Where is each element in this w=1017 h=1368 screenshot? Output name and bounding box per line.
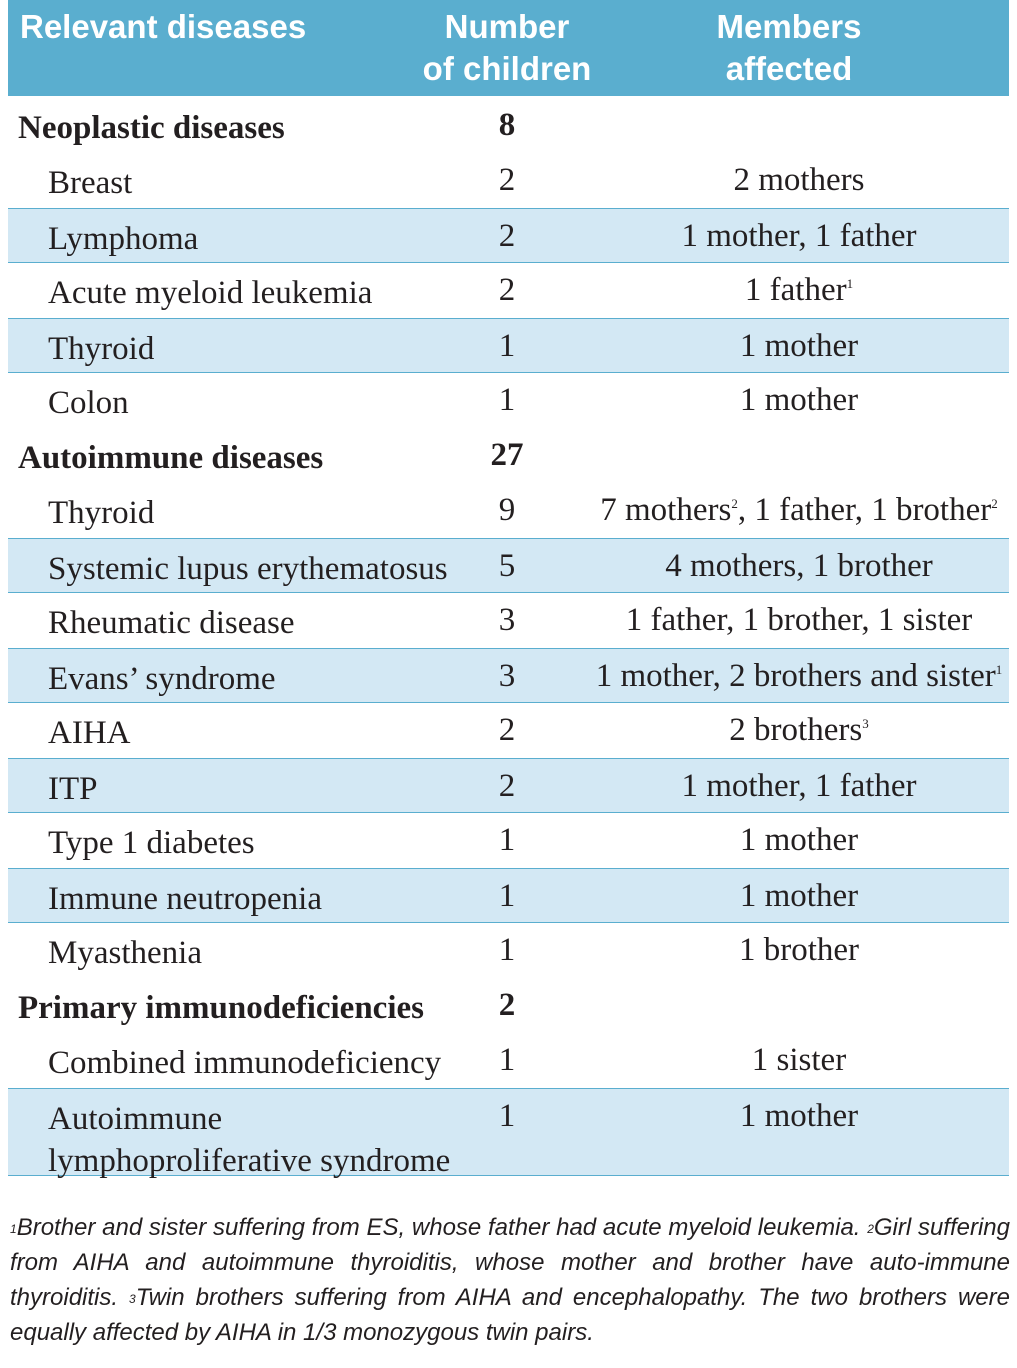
header-members-affected: Members affected (716, 8, 862, 87)
table-footnote (10, 1210, 1010, 1350)
disease-name: Myasthenia (48, 935, 202, 971)
table-row (8, 208, 1009, 263)
members-affected: 1 mother (739, 382, 859, 418)
footnote-text: Twin brothers suffering from AIHA and encephalopathy. The two brothers were equally affected by AIHA in 1/3 monozygous twin pairs. (10, 1284, 1010, 1346)
header-relevant-diseases: Relevant diseases (20, 8, 307, 45)
disease-name: Acute myeloid leukemia (48, 275, 373, 311)
disease-name: Colon (48, 385, 129, 421)
disease-name: Evans’ syndrome (48, 661, 276, 697)
footnote-ref: 1 (846, 276, 854, 291)
table-row (8, 263, 1009, 318)
table-row (8, 703, 1009, 758)
disease-name: AIHA (48, 715, 131, 751)
children-count: 1 (498, 382, 516, 418)
disease-name: Breast (48, 165, 133, 201)
table-row (8, 483, 1009, 538)
members-affected: 1 mother (739, 1098, 859, 1134)
children-count: 2 (498, 987, 516, 1023)
table-row (8, 318, 1009, 373)
category-name: Primary immunodeficiencies (18, 990, 424, 1026)
table-row (8, 593, 1009, 648)
table-row (8, 98, 1009, 153)
table-row (8, 813, 1009, 868)
table-row (8, 428, 1009, 483)
disease-name: Type 1 diabetes (48, 825, 255, 861)
members-affected: 4 mothers, 1 brother (665, 548, 933, 584)
children-count: 8 (498, 107, 516, 143)
members-affected: 2 mothers (733, 162, 865, 198)
table-row (8, 153, 1009, 208)
children-count: 1 (498, 1042, 516, 1078)
members-affected: 1 mother (739, 328, 859, 364)
members-affected: 1 mother, 1 father (681, 768, 917, 804)
footnote-ref: 2 (731, 496, 738, 511)
disease-name: Combined immunodeficiency (48, 1045, 442, 1081)
footnote-text: Girl suffering from AIHA and autoimmune thyroiditis, whose mother and brother have auto-immune thyroiditis. (10, 1214, 1010, 1311)
table-row (8, 1033, 1009, 1088)
members-affected: 2 brothers$^3$ (729, 712, 869, 748)
members-affected: 7 mothers$^2$, 1 father, 1 brother$^2$ (600, 492, 998, 528)
disease-name: Thyroid (48, 331, 155, 367)
header-number-of-children: Number of children (422, 8, 592, 87)
members-affected: 1 mother, 2 brothers and sister$^1$ (595, 658, 1003, 694)
children-count: 2 (498, 712, 516, 748)
children-count: 1 (498, 878, 516, 914)
children-count: 3 (498, 658, 516, 694)
category-name: Neoplastic diseases (18, 110, 285, 146)
table-row (8, 758, 1009, 813)
footnote-ref: 1 (995, 662, 1003, 677)
children-count: 1 (498, 1098, 516, 1134)
table-row (8, 373, 1009, 428)
disease-name: Autoimmune lymphoproliferative syndrome (48, 1101, 451, 1179)
disease-name: Lymphoma (48, 221, 199, 257)
table-row (8, 978, 1009, 1033)
children-count: 2 (498, 272, 516, 308)
table-row (8, 868, 1009, 923)
children-count: 2 (498, 218, 516, 254)
members-affected: 1 father$^1$ (744, 272, 854, 308)
footnote-ref: 3 (862, 716, 869, 731)
footnote-marker: 2 (867, 1222, 874, 1236)
category-name: Autoimmune diseases (18, 440, 324, 476)
children-count: 2 (498, 768, 516, 804)
disease-name: Rheumatic disease (48, 605, 295, 641)
children-count: 5 (498, 548, 516, 584)
footnote-marker: 1 (10, 1222, 17, 1236)
table-row (8, 648, 1009, 703)
family-history-table (8, 0, 1009, 1179)
children-count: 2 (498, 162, 516, 198)
footnote-ref: 2 (991, 496, 998, 511)
children-count: 1 (498, 328, 516, 364)
disease-name: ITP (48, 771, 98, 807)
disease-name: Systemic lupus erythematosus (48, 551, 448, 587)
table-row (8, 538, 1009, 593)
children-count: 3 (498, 602, 516, 638)
members-affected: 1 father, 1 brother, 1 sister (625, 602, 973, 638)
members-affected: 1 mother, 1 father (681, 218, 917, 254)
members-affected: 1 mother (739, 878, 859, 914)
disease-name: Immune neutropenia (48, 881, 322, 917)
footnote-marker: 3 (129, 1292, 136, 1306)
table-row (8, 923, 1009, 978)
footnote-text: Brother and sister suffering from ES, whose father had acute myeloid leukemia. (16, 1214, 868, 1241)
children-count: 27 (490, 437, 524, 473)
children-count: 9 (498, 492, 516, 528)
members-affected: 1 sister (751, 1042, 847, 1078)
members-affected: 1 brother (738, 932, 860, 968)
children-count: 1 (498, 822, 516, 858)
disease-name: Thyroid (48, 495, 155, 531)
members-affected: 1 mother (739, 822, 859, 858)
table-header (8, 0, 1009, 98)
children-count: 1 (498, 932, 516, 968)
table-row (8, 1088, 1009, 1179)
